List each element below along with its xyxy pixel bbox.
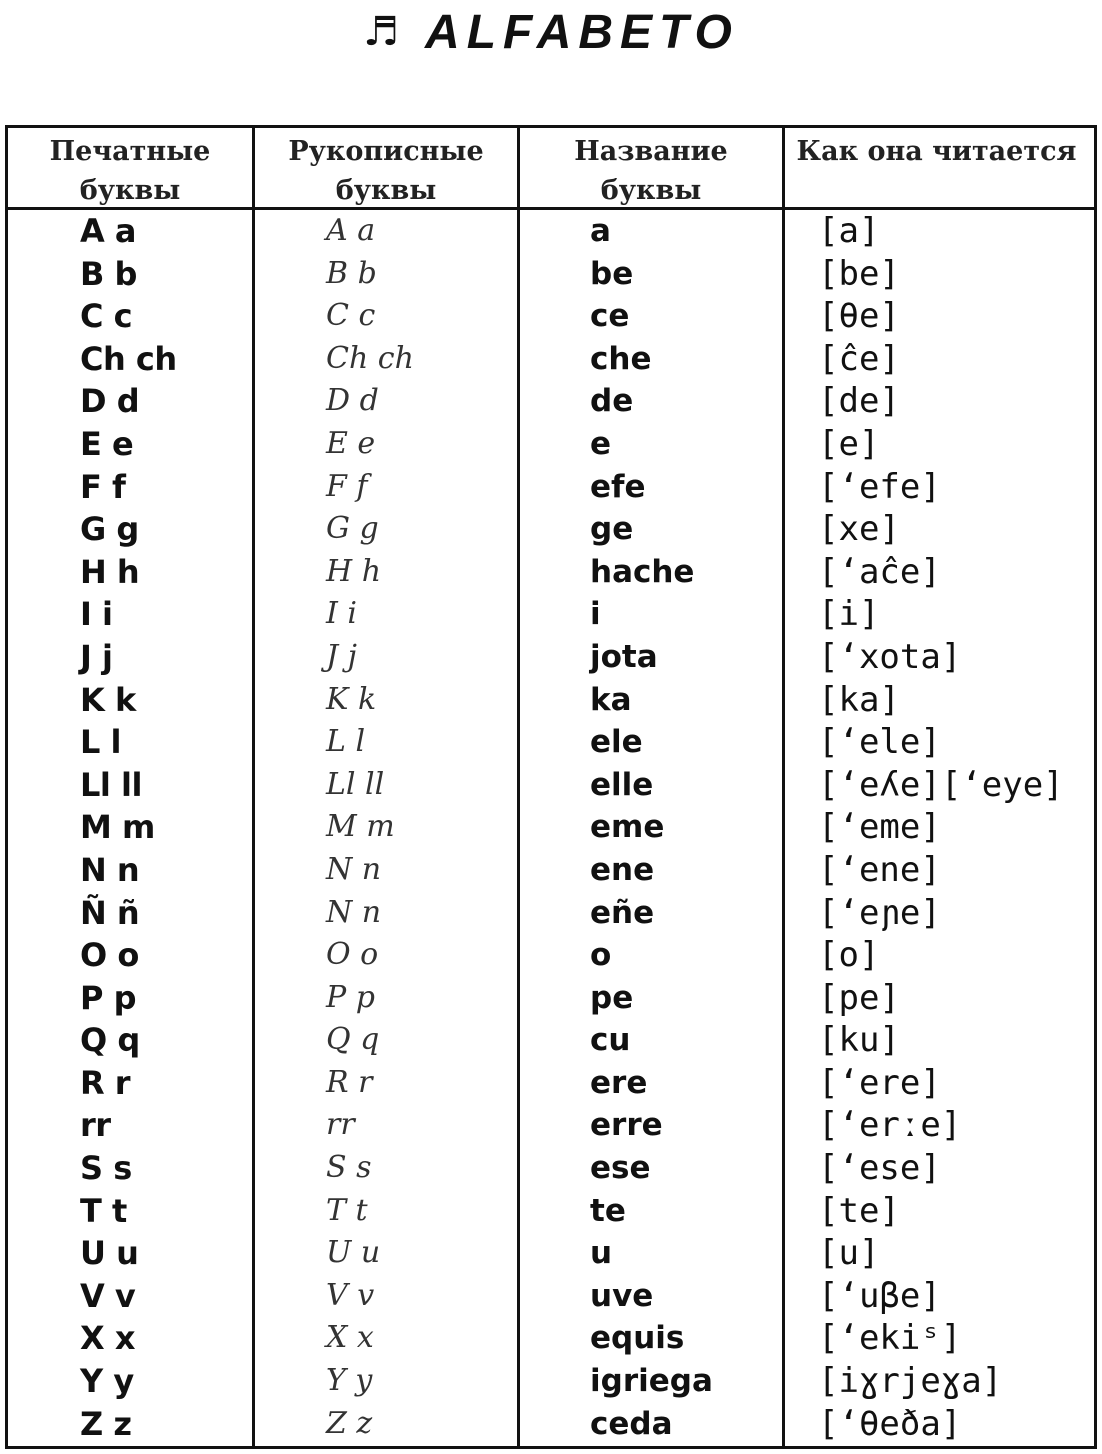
printed-letter: G g: [80, 510, 139, 549]
letter-name: o: [590, 937, 612, 974]
pronunciation: [o]: [818, 935, 880, 976]
table-row: [8, 1104, 1094, 1147]
letter-name: ce: [590, 298, 630, 335]
printed-letter: Ll ll: [80, 765, 142, 804]
printed-letter: Ñ ñ: [80, 893, 140, 932]
letter-name: che: [590, 340, 652, 377]
header-letter-name: Название буквы: [574, 136, 728, 206]
table-row: [8, 593, 1094, 636]
pronunciation: [ʻeme]: [818, 807, 941, 848]
table-row: [8, 1275, 1094, 1318]
printed-letter: Ch ch: [80, 339, 177, 378]
letter-name: efe: [590, 468, 646, 505]
handwritten-letter: Ll ll: [326, 766, 385, 802]
letter-name: jota: [590, 638, 658, 675]
pronunciation: [pe]: [818, 977, 900, 1018]
pronunciation: [θe]: [818, 296, 900, 337]
letter-name: de: [590, 383, 634, 420]
letter-name: eñe: [590, 894, 655, 931]
printed-letter: M m: [80, 808, 155, 847]
pronunciation: [ʻuβe]: [818, 1275, 941, 1316]
letter-name: elle: [590, 766, 654, 803]
table-header: [8, 128, 1094, 210]
handwritten-letter: B b: [326, 255, 377, 291]
table-row: [8, 423, 1094, 466]
handwritten-letter: U u: [326, 1235, 381, 1271]
pronunciation: [ʻekiˢ]: [818, 1318, 962, 1359]
table-row: [8, 1360, 1094, 1403]
printed-letter: Z z: [80, 1404, 132, 1443]
letter-name: ka: [590, 681, 632, 718]
table-row: [8, 1190, 1094, 1233]
printed-letter: E e: [80, 424, 134, 463]
handwritten-letter: L l: [326, 724, 366, 760]
table-row: [8, 1019, 1094, 1062]
printed-letter: O o: [80, 936, 139, 975]
letter-name: erre: [590, 1107, 663, 1144]
handwritten-letter: C c: [326, 298, 376, 334]
printed-letter: rr: [80, 1106, 111, 1145]
printed-letter: F f: [80, 467, 126, 506]
printed-letter: S s: [80, 1149, 132, 1188]
printed-letter: A a: [80, 212, 136, 250]
handwritten-letter: P p: [326, 979, 375, 1015]
letter-name: pe: [590, 979, 634, 1016]
table-row: [8, 934, 1094, 977]
title-text: ALFABETO: [425, 5, 739, 59]
header-printed-letters: Печатные буквы: [49, 136, 211, 206]
table-row: [8, 1403, 1094, 1446]
letter-name: ceda: [590, 1405, 673, 1442]
handwritten-letter: T t: [326, 1192, 368, 1228]
pronunciation: [iɣrjeɣa]: [818, 1361, 1003, 1402]
handwritten-letter: K k: [326, 681, 377, 717]
printed-letter: X x: [80, 1319, 135, 1358]
letter-name: a: [590, 213, 611, 249]
letter-name: cu: [590, 1022, 631, 1059]
handwritten-letter: R r: [326, 1064, 373, 1100]
pronunciation: [ka]: [818, 679, 900, 720]
pronunciation: [ʻele]: [818, 722, 941, 763]
alphabet-table: [5, 125, 1097, 1449]
letter-name: eme: [590, 809, 665, 846]
printed-letter: H h: [80, 552, 140, 591]
printed-letter: P p: [80, 978, 136, 1017]
header-pronunciation: Как она читается: [796, 136, 1077, 167]
printed-letter: T t: [80, 1191, 127, 1230]
printed-letter: K k: [80, 680, 136, 719]
handwritten-letter: Z z: [326, 1405, 373, 1441]
table-row: [8, 210, 1094, 253]
handwritten-letter: A a: [326, 213, 376, 248]
handwritten-letter: X x: [326, 1320, 374, 1356]
handwritten-letter: V v: [326, 1277, 375, 1313]
pronunciation: [ku]: [818, 1020, 900, 1061]
handwritten-letter: rr: [326, 1107, 355, 1143]
table-row: [8, 806, 1094, 849]
handwritten-letter: N n: [326, 851, 382, 887]
table-row: [8, 295, 1094, 338]
letter-name: e: [590, 425, 612, 462]
table-row: [8, 380, 1094, 423]
letter-name: ele: [590, 724, 643, 761]
letter-name: ese: [590, 1150, 651, 1187]
handwritten-letter: G g: [326, 511, 379, 547]
table-row: [8, 253, 1094, 296]
pronunciation: [ʻerːe]: [818, 1105, 962, 1146]
header-handwritten-letters: Рукописные буквы: [288, 136, 484, 206]
table-row: [8, 764, 1094, 807]
table-row: [8, 977, 1094, 1020]
printed-letter: C c: [80, 297, 133, 336]
printed-letter: J j: [80, 637, 113, 676]
table-body: [8, 210, 1094, 1445]
handwritten-letter: O o: [326, 937, 379, 973]
pronunciation: [a]: [818, 211, 880, 251]
handwritten-letter: J j: [326, 638, 357, 674]
printed-letter: D d: [80, 382, 140, 421]
handwritten-letter: D d: [326, 383, 379, 419]
handwritten-letter: E e: [326, 425, 376, 461]
letter-name: equis: [590, 1320, 685, 1357]
letter-name: be: [590, 255, 634, 292]
table-row: [8, 508, 1094, 551]
pronunciation: [ʻeɲe]: [818, 892, 941, 933]
pronunciation: [ʻeʎe][ʻeye]: [818, 764, 1064, 805]
letter-name: ere: [590, 1064, 648, 1101]
printed-letter: R r: [80, 1063, 131, 1102]
letter-name: hache: [590, 553, 695, 590]
pronunciation: [ʻxota]: [818, 636, 962, 677]
page-title: [0, 2, 1102, 62]
table-row: [8, 1062, 1094, 1105]
pronunciation: [ʻere]: [818, 1062, 941, 1103]
handwritten-letter: M m: [326, 809, 395, 845]
pronunciation: [ʻefe]: [818, 466, 941, 507]
pronunciation: [xe]: [818, 509, 900, 550]
pronunciation: [ʻese]: [818, 1148, 941, 1189]
handwritten-letter: I i: [326, 596, 357, 632]
table-row: [8, 551, 1094, 594]
printed-letter: U u: [80, 1234, 139, 1273]
letter-name: te: [590, 1192, 626, 1229]
pronunciation: [be]: [818, 253, 900, 294]
letter-name: uve: [590, 1277, 654, 1314]
handwritten-letter: Q q: [326, 1022, 380, 1058]
table-row: [8, 466, 1094, 509]
printed-letter: N n: [80, 850, 140, 889]
pronunciation: [e]: [818, 423, 880, 464]
printed-letter: Q q: [80, 1021, 140, 1060]
music-note-icon: ♬: [363, 9, 400, 55]
handwritten-letter: H h: [326, 553, 382, 589]
pronunciation: [i]: [818, 594, 880, 635]
printed-letter: I i: [80, 595, 113, 634]
pronunciation: [de]: [818, 381, 900, 422]
pronunciation: [ĉe]: [818, 338, 900, 379]
pronunciation: [ʻθeða]: [818, 1403, 962, 1444]
table-row: [8, 679, 1094, 722]
table-row: [8, 849, 1094, 892]
letter-name: igriega: [590, 1363, 713, 1400]
printed-letter: V v: [80, 1276, 136, 1315]
pronunciation: [ʻaĉe]: [818, 551, 941, 592]
pronunciation: [u]: [818, 1233, 880, 1274]
table-row: [8, 636, 1094, 679]
letter-name: u: [590, 1235, 613, 1272]
handwritten-letter: Y y: [326, 1363, 373, 1399]
handwritten-letter: N n: [326, 894, 382, 930]
letter-name: ene: [590, 851, 655, 888]
handwritten-letter: F f: [326, 468, 368, 504]
table-row: [8, 338, 1094, 381]
table-row: [8, 1232, 1094, 1275]
table-row: [8, 1147, 1094, 1190]
pronunciation: [ʻene]: [818, 849, 941, 890]
printed-letter: L l: [80, 723, 121, 762]
letter-name: i: [590, 596, 601, 633]
handwritten-letter: S s: [326, 1150, 372, 1186]
pronunciation: [te]: [818, 1190, 900, 1231]
table-row: [8, 892, 1094, 935]
handwritten-letter: Ch ch: [326, 340, 414, 376]
letter-name: ge: [590, 511, 634, 548]
table-row: [8, 721, 1094, 764]
printed-letter: Y y: [80, 1362, 134, 1401]
printed-letter: B b: [80, 254, 137, 293]
table-row: [8, 1317, 1094, 1360]
